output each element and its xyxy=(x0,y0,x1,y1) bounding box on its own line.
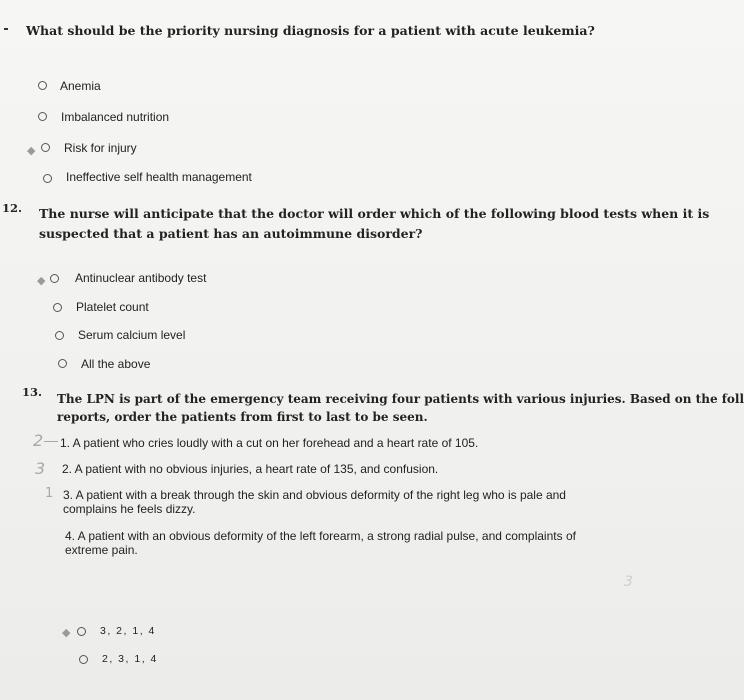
q12-option-2-label: Platelet count xyxy=(76,300,149,314)
q11-option-3-radio[interactable] xyxy=(41,143,50,152)
q13-item-2-line1: 2. A patient with no obvious injuries, a heart rate of 135, and confusion. xyxy=(62,462,439,476)
q13-item-1-line1: 1. A patient who cries loudly with a cut on her forehead and a heart rate of 105. xyxy=(60,436,479,450)
q13-item-3 xyxy=(63,488,566,516)
q11-option-2-label: Imbalanced nutrition xyxy=(61,110,170,124)
pencil-dot-mark: ◆ xyxy=(62,626,71,639)
q12-option-1-label: Antinuclear antibody test xyxy=(75,271,207,285)
q13-item-4-line1: 4. A patient with an obvious deformity of the left forearm, a strong radial pulse, and complaints of xyxy=(65,529,576,543)
q12-option-4-label: All the above xyxy=(81,357,151,371)
q11-option-2-radio[interactable] xyxy=(38,112,47,121)
question-13-number: 13. xyxy=(22,385,43,399)
q13-option-2-radio[interactable] xyxy=(79,655,88,664)
q11-option-1-radio[interactable] xyxy=(38,81,47,90)
q13-option-1-radio[interactable] xyxy=(77,627,86,636)
q13-option-2-label: 2, 3, 1, 4 xyxy=(102,653,158,665)
q12-option-2-radio[interactable] xyxy=(53,303,62,312)
q11-option-3-label: Risk for injury xyxy=(64,141,137,155)
handwritten-number-3: 3 xyxy=(35,459,46,478)
question-12-number: 12. xyxy=(2,201,23,215)
q11-option-4-label: Ineffective self health management xyxy=(66,170,252,184)
handwritten-number-1: 1 xyxy=(45,486,54,501)
question-13-line1: The LPN is part of the emergency team receiving four patients with various injuries. Based on the foll xyxy=(57,392,744,406)
question-12-line1: The nurse will anticipate that the doctor will order which of the following blood tests when it is xyxy=(39,206,710,221)
q13-item-2 xyxy=(62,462,438,476)
q12-option-4-radio[interactable] xyxy=(58,359,67,368)
handwritten-number-3-faint: 3 xyxy=(624,574,633,590)
question-13-line2: reports, order the patients from first to last to be seen. xyxy=(57,410,428,424)
q13-option-1-label: 3, 2, 1, 4 xyxy=(100,625,156,637)
q12-option-1-radio[interactable] xyxy=(50,274,59,283)
q13-item-4-line2: extreme pain. xyxy=(65,543,138,557)
handwritten-dash xyxy=(44,441,58,442)
q12-option-3-label: Serum calcium level xyxy=(78,328,186,342)
handwritten-number-2: 2 xyxy=(33,431,44,450)
q13-item-3-line2: complains he feels dizzy. xyxy=(63,502,196,516)
q12-option-3-radio[interactable] xyxy=(55,331,64,340)
q11-option-1-label: Anemia xyxy=(60,79,101,93)
q13-item-4 xyxy=(65,529,576,557)
pencil-dot-mark: ◆ xyxy=(27,144,36,157)
q13-item-1 xyxy=(60,436,478,450)
question-12-line2: suspected that a patient has an autoimmune disorder? xyxy=(39,226,423,241)
q13-item-3-line1: 3. A patient with a break through the skin and obvious deformity of the right leg who is pale and xyxy=(63,488,566,502)
question-11-text: What should be the priority nursing diagnosis for a patient with acute leukemia? xyxy=(26,23,595,38)
pencil-dot-mark: ◆ xyxy=(37,274,46,287)
page-edge-mark xyxy=(4,28,8,30)
q11-option-4-radio[interactable] xyxy=(43,174,52,183)
